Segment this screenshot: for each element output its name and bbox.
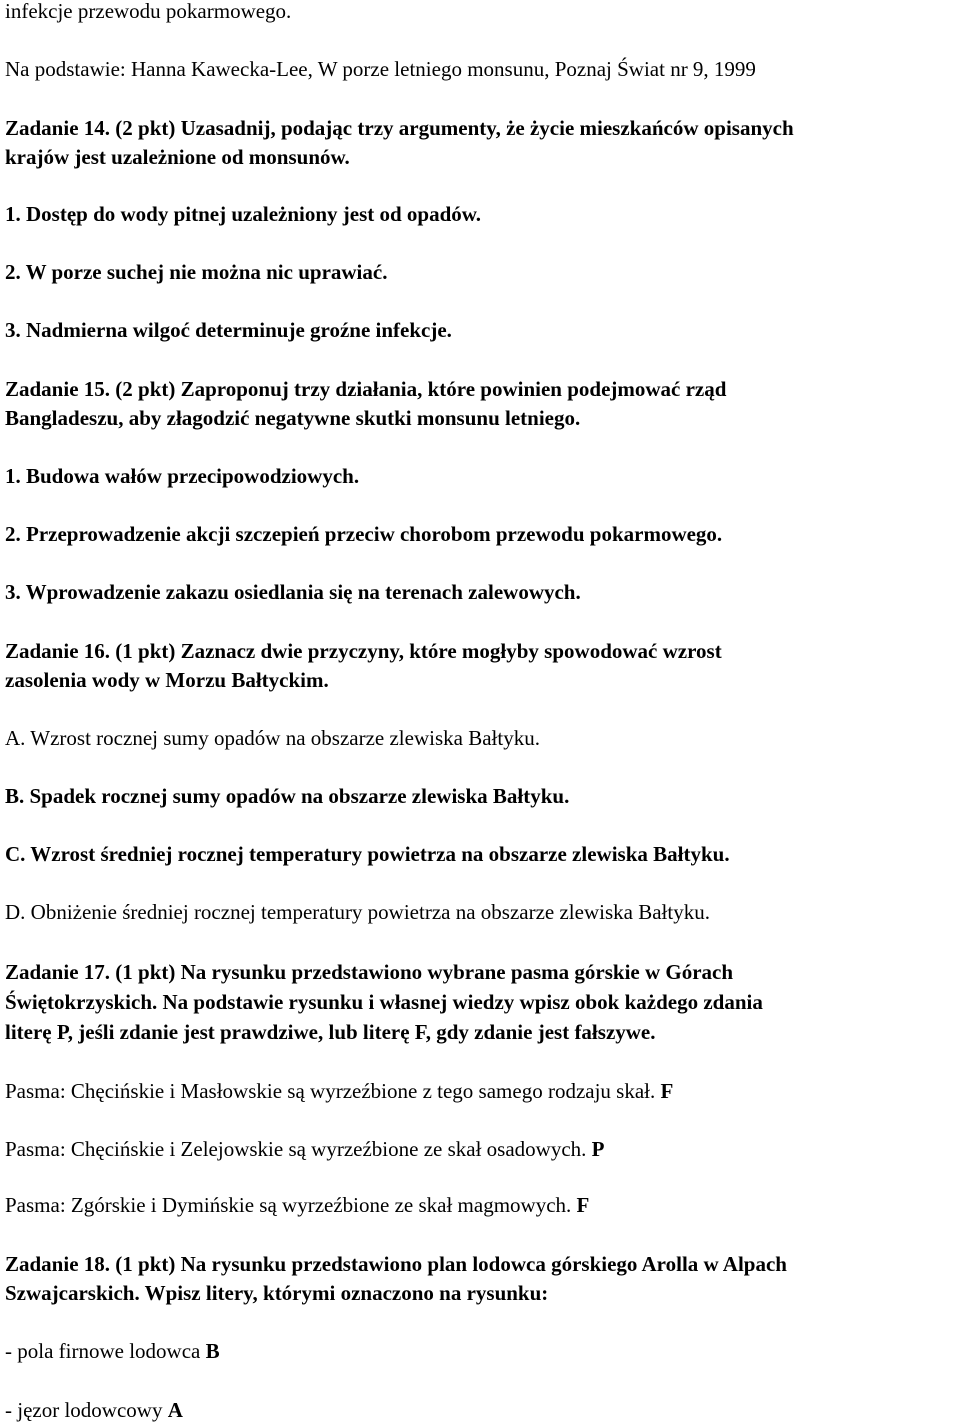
z16-option-c: C. Wzrost średniej rocznej temperatury powietrza na obszarze zlewiska Bałtyku.	[5, 842, 730, 866]
z18-item-1-answer: B	[205, 1339, 220, 1363]
z17-statement-1	[5, 1077, 673, 1106]
z18-question-line1: Zadanie 18. (1 pkt) Na rysunku przedstawiono plan lodowca górskiego Arolla w Alpach	[5, 1252, 787, 1276]
z17-question-line1: Zadanie 17. (1 pkt) Na rysunku przedstawiono wybrane pasma górskie w Górach	[5, 960, 734, 984]
z18-question-line2: Szwajcarskich. Wpisz litery, którymi oznaczono na rysunku:	[5, 1281, 549, 1305]
z16-option-d: D. Obniżenie średniej rocznej temperatury powietrza na obszarze zlewiska Bałtyku.	[5, 900, 710, 924]
z17-statement-3-answer: F	[576, 1193, 590, 1217]
z18-item-1-text: - pola firnowe lodowca	[5, 1339, 201, 1363]
z16-option-b: B. Spadek rocznej sumy opadów na obszarze zlewiska Bałtyku.	[5, 784, 570, 808]
z15-answer-3: 3. Wprowadzenie zakazu osiedlania się na terenach zalewowych.	[5, 580, 581, 604]
z18-item-2	[5, 1396, 183, 1425]
z15-question-line2: Bangladeszu, aby złagodzić negatywne skutki monsunu letniego.	[5, 406, 581, 430]
intro-tail-text: infekcje przewodu pokarmowego.	[5, 0, 292, 23]
z15-answer-1: 1. Budowa wałów przecipowodziowych.	[5, 464, 360, 488]
z16-option-a: A. Wzrost rocznej sumy opadów na obszarze zlewiska Bałtyku.	[5, 726, 540, 750]
z14-answer-3: 3. Nadmierna wilgoć determinuje groźne infekcje.	[5, 318, 452, 342]
z18-item-2-text: - jęzor lodowcowy	[5, 1398, 163, 1422]
z17-statement-2-text: Pasma: Chęcińskie i Zelejowskie są wyrzeźbione ze skał osadowych.	[5, 1137, 587, 1161]
z18-item-2-answer: A	[167, 1398, 183, 1422]
z17-question-line2: Świętokrzyskich. Na podstawie rysunku i własnej wiedzy wpisz obok każdego zdania	[5, 990, 763, 1014]
z15-answer-2: 2. Przeprowadzenie akcji szczepień przeciw chorobom przewodu pokarmowego.	[5, 522, 723, 546]
z17-statement-3	[5, 1191, 589, 1220]
z14-answer-2: 2. W porze suchej nie można nic uprawiać.	[5, 260, 388, 284]
z17-statement-1-text: Pasma: Chęcińskie i Masłowskie są wyrzeźbione z tego samego rodzaju skał.	[5, 1079, 656, 1103]
z17-statement-3-text: Pasma: Zgórskie i Dymińskie są wyrzeźbione ze skał magmowych.	[5, 1193, 572, 1217]
z17-statement-2	[5, 1135, 605, 1164]
z18-item-1	[5, 1337, 220, 1366]
z14-question-line1: Zadanie 14. (2 pkt) Uzasadnij, podając trzy argumenty, że życie mieszkańców opisanych	[5, 116, 794, 140]
z17-question-line3: literę P, jeśli zdanie jest prawdziwe, lub literę F, gdy zdanie jest fałszywe.	[5, 1020, 656, 1044]
z14-answer-1: 1. Dostęp do wody pitnej uzależniony jest od opadów.	[5, 202, 482, 226]
z17-statement-1-answer: F	[660, 1079, 674, 1103]
z16-question-line2: zasolenia wody w Morzu Bałtyckim.	[5, 668, 329, 692]
source-citation: Na podstawie: Hanna Kawecka-Lee, W porze letniego monsunu, Poznaj Świat nr 9, 1999	[5, 57, 756, 81]
z17-statement-2-answer: P	[591, 1137, 605, 1161]
z16-question-line1: Zadanie 16. (1 pkt) Zaznacz dwie przyczyny, które mogłyby spowodować wzrost	[5, 639, 722, 663]
z15-question-line1: Zadanie 15. (2 pkt) Zaproponuj trzy działania, które powinien podejmować rząd	[5, 377, 727, 401]
z14-question-line2: krajów jest uzależnione od monsunów.	[5, 145, 350, 169]
